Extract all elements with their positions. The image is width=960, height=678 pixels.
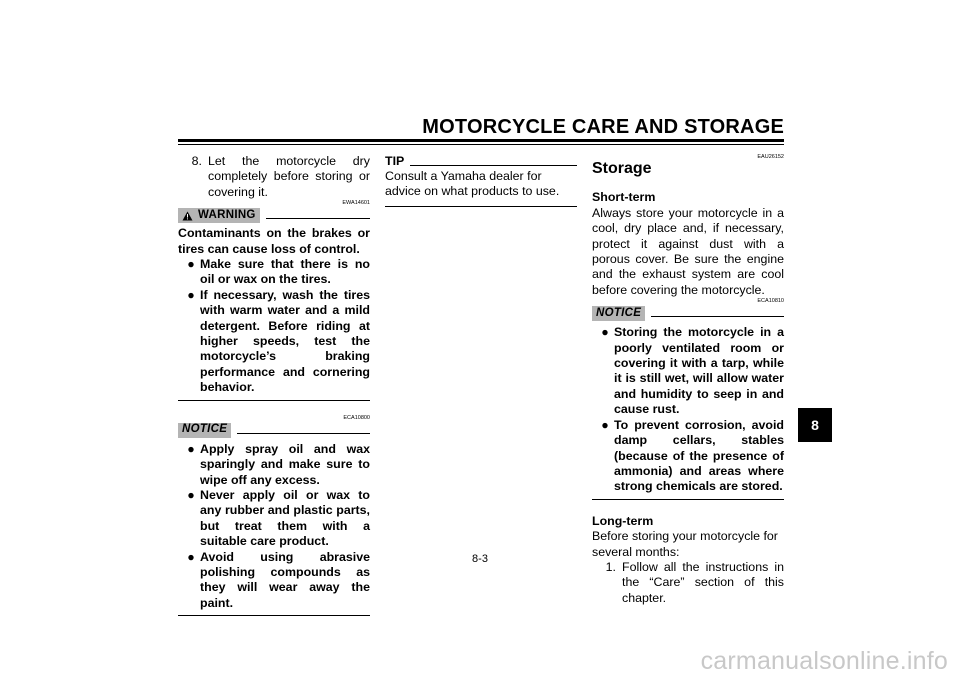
step-number: 8. bbox=[191, 154, 202, 168]
page-number: 8-3 bbox=[472, 553, 488, 565]
warning-bullet bbox=[178, 288, 370, 396]
notice-code: ECA10810 bbox=[757, 298, 784, 305]
long-term-text: Before storing your motorcycle for several months: bbox=[592, 529, 778, 559]
short-term-heading: Short-term bbox=[592, 190, 656, 205]
short-term-text: Always store your motorcycle in a cool, dry place and, if necessary, protect it against dust with a porous cover. Be sure the engine and the exhaust system are cool before covering the motorcycle. bbox=[592, 205, 784, 297]
warning-header bbox=[178, 207, 370, 224]
notice-bullet bbox=[592, 325, 784, 417]
notice-header bbox=[178, 422, 370, 439]
warning-bullet bbox=[178, 257, 370, 288]
tip-label: TIP bbox=[385, 153, 405, 168]
notice-bullet-text: Avoid using abrasive polishing compounds as they will wear away the paint. bbox=[200, 549, 370, 610]
bullet-icon: ● bbox=[187, 257, 195, 272]
notice-bullet bbox=[178, 488, 370, 550]
column-right bbox=[592, 154, 784, 606]
step-number: 1. bbox=[605, 559, 616, 574]
tip-text: Consult a Yamaha dealer for advice on what products to use. bbox=[385, 169, 560, 199]
warning-code: EWA14601 bbox=[342, 200, 370, 207]
step-text: Follow all the instructions in the “Care” section of this chapter. bbox=[622, 559, 784, 605]
notice-bullet-text: Storing the motorcycle in a poorly ventilated room or covering it with a tarp, while it is still wet, will allow water and humidity to seep in and cause rust. bbox=[614, 325, 784, 417]
notice-header bbox=[592, 305, 784, 322]
notice-bullet bbox=[178, 442, 370, 488]
warning-bullet-text: If necessary, wash the tires with warm water and a mild detergent. Before riding at higher speeds, test the motorcycle’s braking performance and cornering behavior. bbox=[200, 287, 370, 395]
section-title: Storage bbox=[592, 160, 652, 177]
notice-bullet bbox=[592, 418, 784, 495]
watermark: carmanualsonline.info bbox=[700, 647, 948, 675]
column-middle bbox=[385, 154, 577, 221]
step-text: Let the motorcycle dry completely before storing or covering it. bbox=[208, 154, 370, 199]
tip-box bbox=[385, 169, 577, 207]
warning-rule bbox=[266, 218, 370, 219]
warning-badge bbox=[178, 208, 260, 223]
warning-triangle-icon bbox=[182, 211, 193, 221]
header-rule bbox=[178, 139, 784, 142]
notice-bullet-text: Apply spray oil and wax sparingly and make sure to wipe off any excess. bbox=[200, 441, 370, 487]
bullet-icon: ● bbox=[187, 287, 195, 302]
bullet-icon: ● bbox=[601, 325, 609, 340]
step-8 bbox=[178, 154, 370, 200]
warning-bullet-text: Make sure that there is no oil or wax on the tires. bbox=[200, 257, 370, 287]
section-code: EAU26152 bbox=[757, 154, 784, 160]
bullet-icon: ● bbox=[187, 441, 195, 456]
header-rule-thin bbox=[178, 144, 784, 145]
notice-badge: NOTICE bbox=[592, 306, 645, 321]
tip-rule bbox=[410, 165, 577, 166]
warning-box bbox=[178, 226, 370, 400]
page-title: MOTORCYCLE CARE AND STORAGE bbox=[422, 116, 784, 138]
bullet-icon: ● bbox=[187, 549, 195, 564]
notice-box bbox=[592, 325, 784, 499]
notice-rule bbox=[237, 433, 370, 434]
bullet-icon: ● bbox=[601, 417, 609, 432]
notice-rule bbox=[651, 316, 784, 317]
notice-code: ECA10800 bbox=[343, 414, 370, 421]
warning-lead: Contaminants on the brakes or tires can cause loss of control. bbox=[178, 226, 370, 256]
chapter-tab-label: 8 bbox=[811, 417, 819, 433]
step-1 bbox=[592, 560, 784, 606]
notice-badge: NOTICE bbox=[178, 423, 231, 438]
notice-bullet-text: To prevent corrosion, avoid damp cellars, stables (because of the presence of ammonia) and areas where strong chemicals are stored. bbox=[614, 417, 784, 494]
chapter-tab[interactable] bbox=[798, 408, 832, 442]
long-term-heading: Long-term bbox=[592, 513, 654, 528]
warning-label: WARNING bbox=[198, 209, 256, 222]
bullet-icon: ● bbox=[187, 487, 195, 502]
notice-bullet-text: Never apply oil or wax to any rubber and plastic parts, but treat them with a suitable care product. bbox=[200, 487, 370, 549]
notice-box bbox=[178, 442, 370, 616]
tip-header bbox=[385, 154, 577, 169]
